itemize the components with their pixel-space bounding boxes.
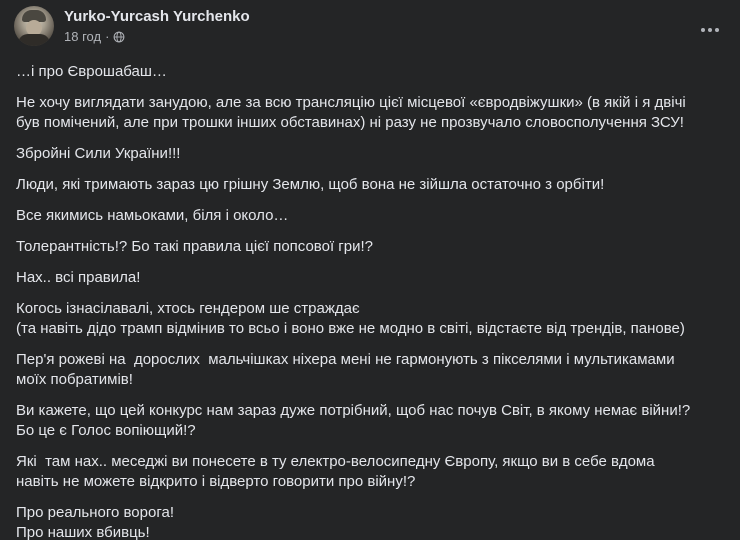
post-paragraph: Пер'я рожеві на дорослих мальчішках ніхера мені не гармонують з пікселями і мультикамами моїх побратимів! <box>16 351 675 388</box>
post-options-button[interactable] <box>692 12 728 48</box>
post-body <box>16 62 728 540</box>
post-paragraph: Люди, які тримають зараз цю грішну Землю, щоб вона не зійшла остаточно з орбіти! <box>16 176 605 193</box>
post-paragraph: Збройні Сили України!!! <box>16 145 181 162</box>
post-paragraph: Все якимись намьоками, біля і около… <box>16 207 289 224</box>
post-header <box>14 6 250 46</box>
ellipsis-icon <box>701 28 719 32</box>
post-paragraph: …і про Єврошабаш… <box>16 63 167 80</box>
post-paragraph: Нах.. всі правила! <box>16 269 141 286</box>
separator-dot: · <box>105 28 110 44</box>
avatar-body-shape <box>18 34 50 46</box>
post-paragraph: Толерантність!? Бо такі правила цієї попсової гри!? <box>16 238 373 255</box>
post-meta <box>64 7 250 46</box>
post-paragraph: Про реального ворога! Про наших вбивць! <box>16 504 174 540</box>
post-paragraph: Ви кажете, що цей конкурс нам зараз дуже потрібний, щоб нас почув Світ, в якому немає війни!? Бо це є Голос вопіющий!? <box>16 402 691 439</box>
post-paragraph: Не хочу виглядати занудою, але за всю трансляцію цієї місцевої «євродвіжушки» (в якій і я двічі був помічений, але при трошки інших обставинах) ні разу не прозвучало словосполучення ЗСУ! <box>16 94 686 131</box>
post-timestamp[interactable]: 18 год <box>64 28 102 44</box>
globe-icon[interactable] <box>113 31 125 43</box>
post-paragraph: Когось ізнасілавалі, хтось гендером ше страждає (та навіть дідо трамп відмінив то всьо і воно вже не модно в світі, відстаєте від трендів, панове) <box>16 300 685 337</box>
post-paragraph: Які там нах.. меседжі ви понесете в ту електро-велосипедну Європу, якщо ви в себе вдома навіть не можете відкрито і відверто говорити про війну!? <box>16 453 655 490</box>
author-name[interactable]: Yurko-Yurcash Yurchenko <box>64 7 250 25</box>
post-subline <box>64 28 250 46</box>
avatar[interactable] <box>14 6 54 46</box>
